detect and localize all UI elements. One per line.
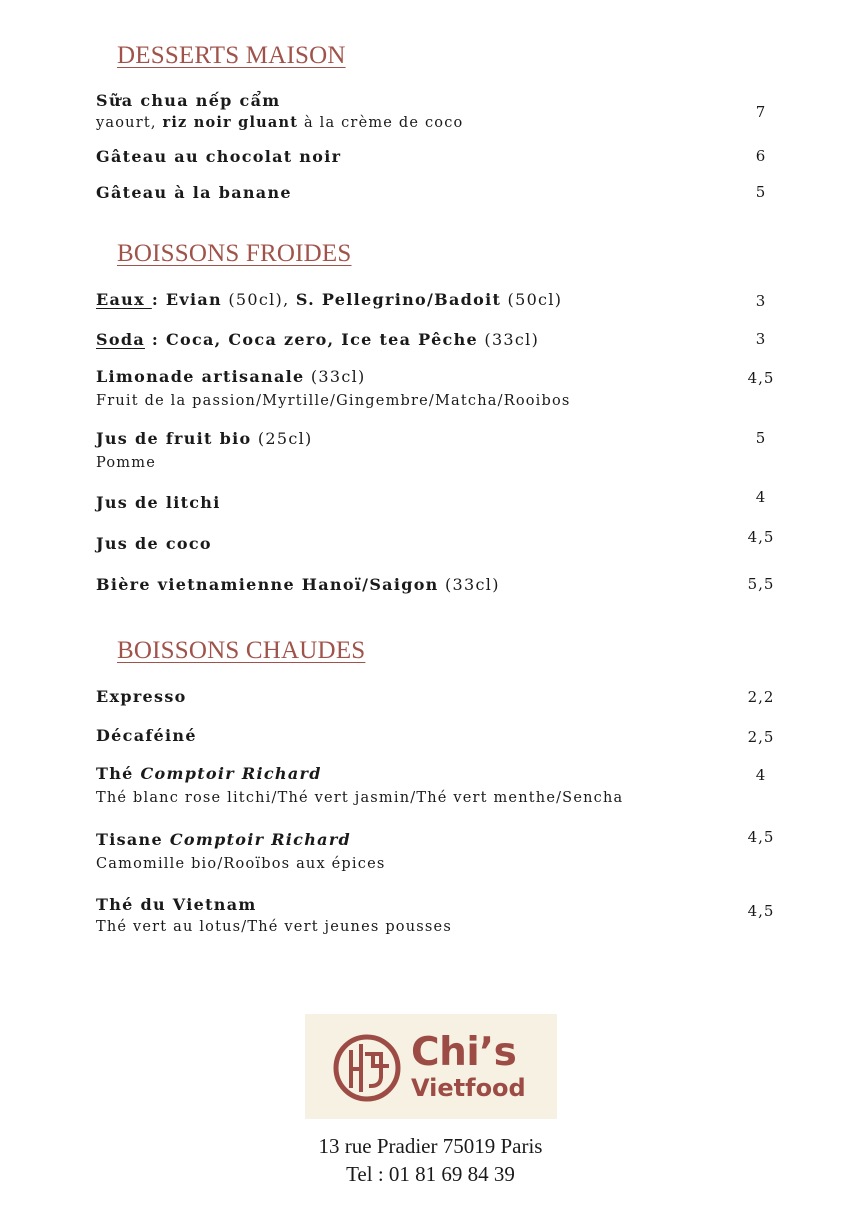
item-name: Thé: [96, 764, 141, 783]
item-name: Jus de litchi: [96, 493, 221, 512]
item-price: 4,5: [747, 902, 775, 920]
menu-item-jus-coco: [96, 533, 786, 555]
item-name: Sữa chua nếp cẩm: [96, 91, 281, 110]
section-title-boissons-froides: BOISSONS FROIDES: [117, 240, 352, 267]
item-price: 5,5: [747, 575, 775, 593]
item-name: Limonade artisanale: [96, 367, 305, 386]
menu-item-eaux: Eaux : Evian (50cl), S. Pellegrino/Badoit (50cl): [96, 290, 563, 309]
menu-item-gateau-chocolat: [96, 146, 786, 168]
item-category-label: Soda: [96, 330, 145, 349]
item-price: 7: [755, 103, 767, 121]
menu-item-expresso: [96, 686, 786, 708]
item-price: 4: [755, 766, 767, 784]
item-name: Jus de fruit bio: [96, 429, 252, 448]
menu-item-biere: Bière vietnamienne Hanoï/Saigon (33cl): [96, 575, 500, 594]
item-name: Gâteau au chocolat noir: [96, 147, 342, 166]
menu-item-soda: Soda : Coca, Coca zero, Ice tea Pêche (33cl): [96, 330, 540, 349]
phone-number: Tel : 01 81 69 84 39: [346, 1162, 515, 1186]
item-name: Jus de coco: [96, 534, 212, 553]
menu-item-gateau-banane: [96, 182, 786, 204]
item-description: Camomille bio/Rooïbos aux épices: [96, 856, 386, 872]
item-description: Thé blanc rose litchi/Thé vert jasmin/Thé vert menthe/Sencha: [96, 790, 624, 806]
item-description: yaourt, riz noir gluant à la crème de coco: [96, 114, 464, 131]
menu-item-the-vietnam: [96, 894, 786, 938]
logo-emblem-icon: [331, 1032, 403, 1104]
item-description: Thé vert au lotus/Thé vert jeunes pousses: [96, 919, 452, 935]
item-name: Décaféiné: [96, 726, 197, 745]
menu-item-decafeine: [96, 725, 786, 747]
menu-item-jus-litchi: [96, 492, 786, 514]
item-description: Fruit de la passion/Myrtille/Gingembre/Matcha/Rooibos: [96, 393, 571, 409]
item-price: 4: [755, 488, 767, 506]
menu-item-tisane: Tisane Comptoir Richard Camomille bio/Rooïbos aux épices: [96, 829, 786, 875]
item-price: 3: [755, 330, 767, 348]
item-name: Tisane: [96, 830, 170, 849]
item-name: Bière vietnamienne Hanoï/Saigon: [96, 575, 439, 594]
item-price: 4,5: [747, 369, 775, 387]
logo-subtitle: Vietfood: [411, 1074, 526, 1102]
item-price: 2,5: [747, 728, 775, 746]
restaurant-logo: [305, 1014, 557, 1119]
menu-item-jus-fruit-bio: Jus de fruit bio (25cl) Pomme: [96, 428, 786, 474]
item-name: Thé du Vietnam: [96, 895, 257, 914]
section-title-desserts: DESSERTS MAISON: [117, 42, 346, 69]
menu-item-limonade: Limonade artisanale (33cl) Fruit de la passion/Myrtille/Gingembre/Matcha/Rooibos: [96, 366, 786, 412]
item-price: 3: [755, 292, 767, 310]
item-price: 6: [755, 147, 767, 165]
item-price: 4,5: [747, 528, 775, 546]
menu-item-sua-chua: [96, 90, 786, 134]
logo-wordmark: Chi’s: [411, 1030, 517, 1075]
item-price: 5: [755, 183, 767, 201]
item-description: Pomme: [96, 455, 156, 471]
item-name: Expresso: [96, 687, 187, 706]
item-price: 2,2: [747, 688, 775, 706]
address: 13 rue Pradier 75019 Paris: [318, 1134, 543, 1158]
section-title-boissons-chaudes: BOISSONS CHAUDES: [117, 637, 366, 664]
item-price: 4,5: [747, 828, 775, 846]
item-category-label: Eaux: [96, 290, 152, 309]
menu-item-the-comptoir: Thé Comptoir Richard Thé blanc rose litchi/Thé vert jasmin/Thé vert menthe/Sencha: [96, 763, 786, 809]
item-name: Gâteau à la banane: [96, 183, 292, 202]
item-price: 5: [755, 429, 767, 447]
